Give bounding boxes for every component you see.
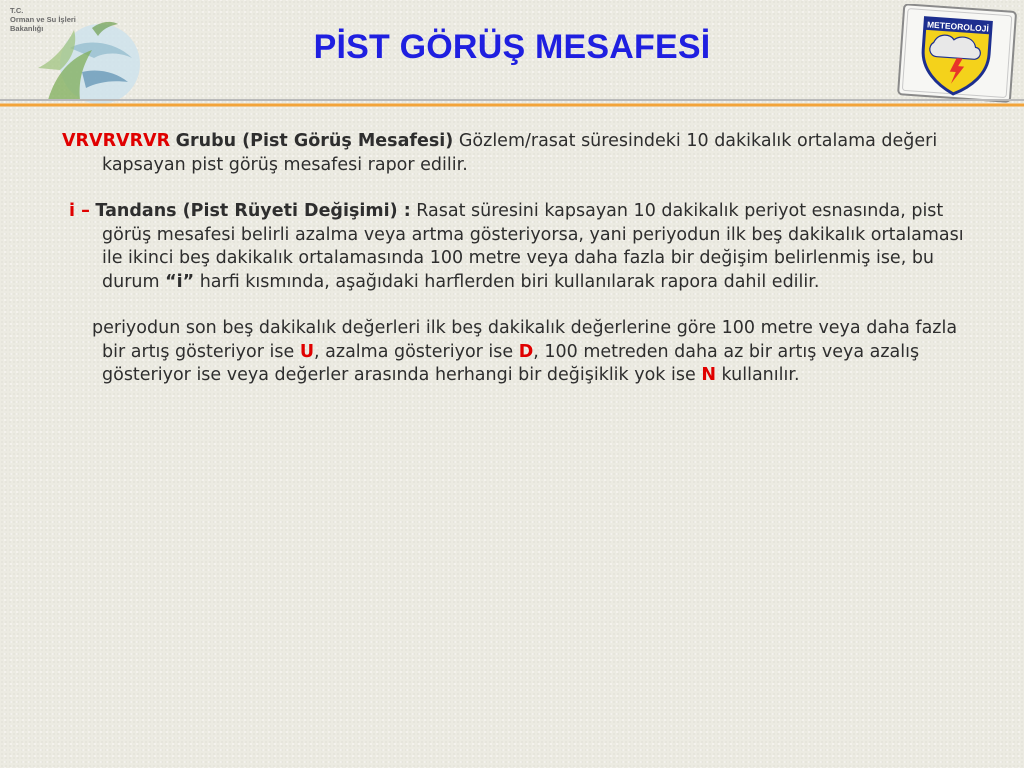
codes-text-2: , azalma gösteriyor ise xyxy=(314,341,519,362)
paragraph-vrvrvrvr xyxy=(62,130,982,177)
group-text: Gözlem/rasat süresindeki 10 dakikalık ortalama değeri kapsayan pist görüş mesafesi rapor edilir. xyxy=(102,131,938,175)
ministry-name: T.C. Orman ve Su İşleri Bakanlığı xyxy=(10,6,76,33)
code-n: N xyxy=(701,365,716,385)
tendency-label: Tandans (Pist Rüyeti Değişimi) : xyxy=(95,201,411,221)
code-d: D xyxy=(518,341,534,362)
codes-text-1: periyodun son beş dakikalık değerleri ilk beş dakikalık değerlerine göre 100 metre veya daha fazla bir artış gösteriyor ise xyxy=(92,318,958,362)
paragraph-tendency xyxy=(62,200,982,294)
meteorology-logo-text: METEOROLOJİ xyxy=(926,19,990,34)
tendency-text-1: Rasat süresini kapsayan 10 dakikalık periyot esnasında, pist görüş mesafesi belirli azalma veya artma gösteriyorsa, yani periyodun ilk beş dakikalık ortalaması ile ikinci beş dakikalık ortalamasında 100 metre veya daha fazla bir değişim belirlenmiş ise, bu durum xyxy=(102,201,964,292)
codes-text-4: kullanılır. xyxy=(715,365,800,385)
meteorology-shield-icon xyxy=(893,4,1020,104)
codes-text-3: , 100 metreden daha az bir artış veya azalış gösteriyor ise veya değerler arasında herhangi bir değişiklik yok ise xyxy=(102,341,920,385)
paragraph-tendency-codes xyxy=(62,317,982,388)
group-code: VRVRVRVR xyxy=(62,131,171,151)
header-divider xyxy=(0,96,1024,110)
slide-content xyxy=(62,130,982,411)
group-label: Grubu (Pist Görüş Mesafesi) xyxy=(175,131,454,151)
tendency-text-2: harfi kısmında, aşağıdaki harflerden biri kullanılarak rapora dahil edilir. xyxy=(194,271,820,292)
tendency-quote: “i” xyxy=(165,271,195,292)
tendency-code: i – xyxy=(69,201,90,221)
code-u: U xyxy=(299,341,315,362)
page-title: PİST GÖRÜŞ MESAFESİ xyxy=(313,28,711,66)
